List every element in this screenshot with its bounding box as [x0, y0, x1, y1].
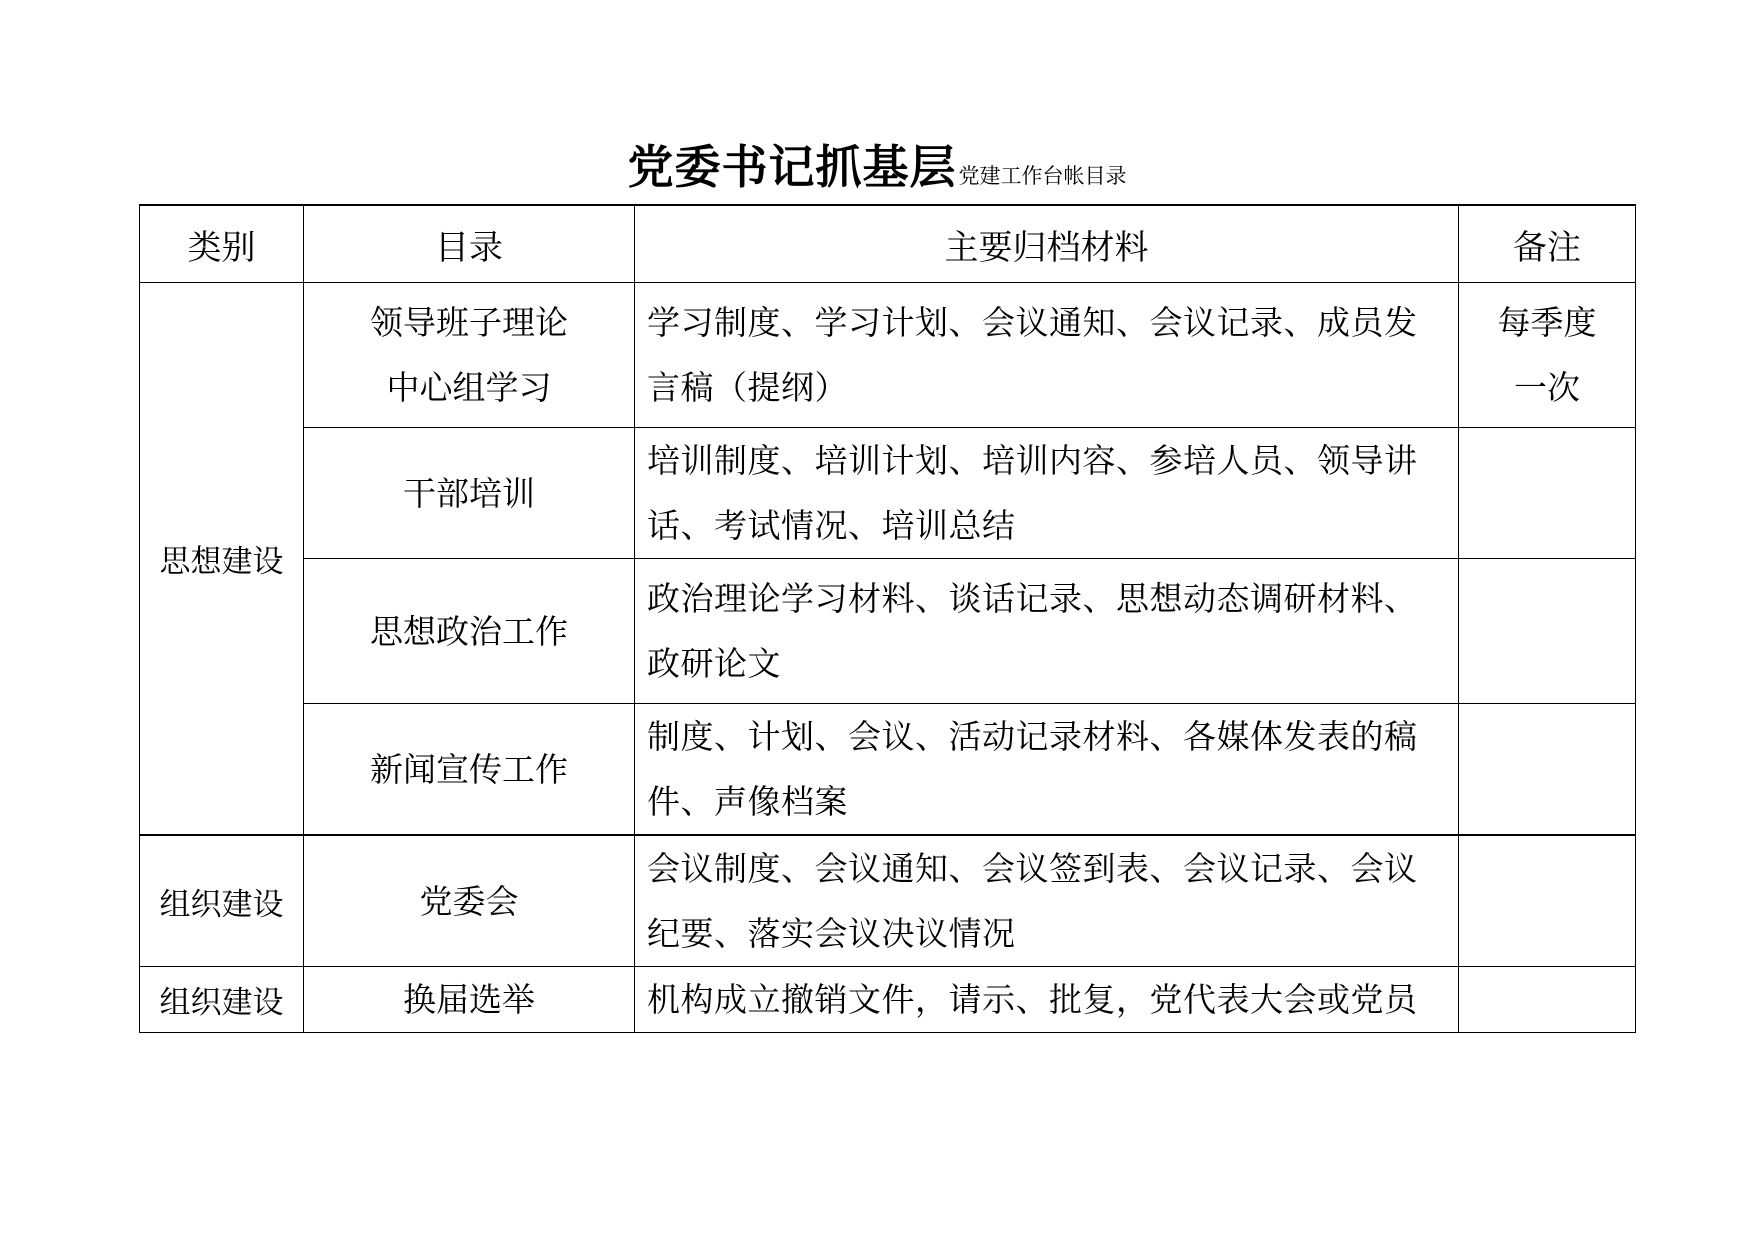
directory-cell	[304, 967, 635, 1033]
note-cell	[1459, 704, 1636, 836]
materials-cell	[635, 704, 1459, 836]
directory-line: 新闻宣传工作	[370, 749, 568, 789]
header-category: 类别	[140, 205, 304, 283]
category-cell: 组织建设	[140, 835, 304, 967]
directory-line: 领导班子理论	[370, 303, 568, 342]
table-row	[140, 967, 1636, 1033]
materials-line: 培训制度、培训计划、培训内容、参培人员、领导讲	[647, 441, 1418, 480]
table-row	[140, 835, 1636, 967]
directory-cell	[304, 283, 635, 428]
title-main: 党委书记抓基层	[627, 140, 957, 194]
directory-line: 党委会	[419, 881, 519, 921]
directory-cell	[304, 559, 635, 704]
directory-line: 换届选举	[403, 980, 535, 1019]
note-line: 每季度	[1497, 303, 1597, 342]
directory-line: 干部培训	[403, 473, 535, 513]
materials-cell	[635, 428, 1459, 559]
note-cell	[1459, 559, 1636, 704]
materials-cell	[635, 283, 1459, 428]
note-cell	[1459, 283, 1636, 428]
note-cell	[1459, 967, 1636, 1033]
materials-cell	[635, 559, 1459, 704]
title-sub: 党建工作台帐目录	[958, 164, 1127, 188]
directory-line: 思想政治工作	[370, 611, 568, 651]
materials-line: 学习制度、学习计划、会议通知、会议记录、成员发	[647, 303, 1418, 342]
materials-line: 政治理论学习材料、谈话记录、思想动态调研材料、	[647, 579, 1418, 618]
materials-line: 纪要、落实会议决议情况	[647, 914, 1016, 953]
table-row	[140, 428, 1636, 559]
materials-cell	[635, 835, 1459, 967]
directory-cell	[304, 835, 635, 967]
category-cell: 组织建设	[140, 967, 304, 1033]
materials-cell	[635, 967, 1459, 1033]
materials-line: 机构成立撤销文件，请示、批复，党代表大会或党员	[647, 980, 1418, 1019]
ledger-table	[139, 204, 1636, 1033]
directory-cell	[304, 428, 635, 559]
materials-line: 话、考试情况、培训总结	[647, 506, 1016, 545]
table-row	[140, 559, 1636, 704]
category-cell: 思想建设	[140, 283, 304, 836]
note-line: 一次	[1514, 368, 1580, 407]
header-materials: 主要归档材料	[635, 205, 1459, 283]
header-note: 备注	[1459, 205, 1636, 283]
note-cell	[1459, 835, 1636, 967]
materials-line: 言稿（提纲）	[647, 368, 848, 407]
materials-line: 件、声像档案	[647, 782, 848, 821]
table-header-row	[140, 205, 1636, 283]
directory-line: 中心组学习	[386, 368, 552, 407]
note-cell	[1459, 428, 1636, 559]
table-row	[140, 283, 1636, 428]
header-directory: 目录	[304, 205, 635, 283]
document-title	[0, 140, 1754, 194]
materials-line: 会议制度、会议通知、会议签到表、会议记录、会议	[647, 849, 1418, 888]
table-row	[140, 704, 1636, 836]
materials-line: 政研论文	[647, 644, 781, 683]
materials-line: 制度、计划、会议、活动记录材料、各媒体发表的稿	[647, 717, 1418, 756]
directory-cell	[304, 704, 635, 836]
